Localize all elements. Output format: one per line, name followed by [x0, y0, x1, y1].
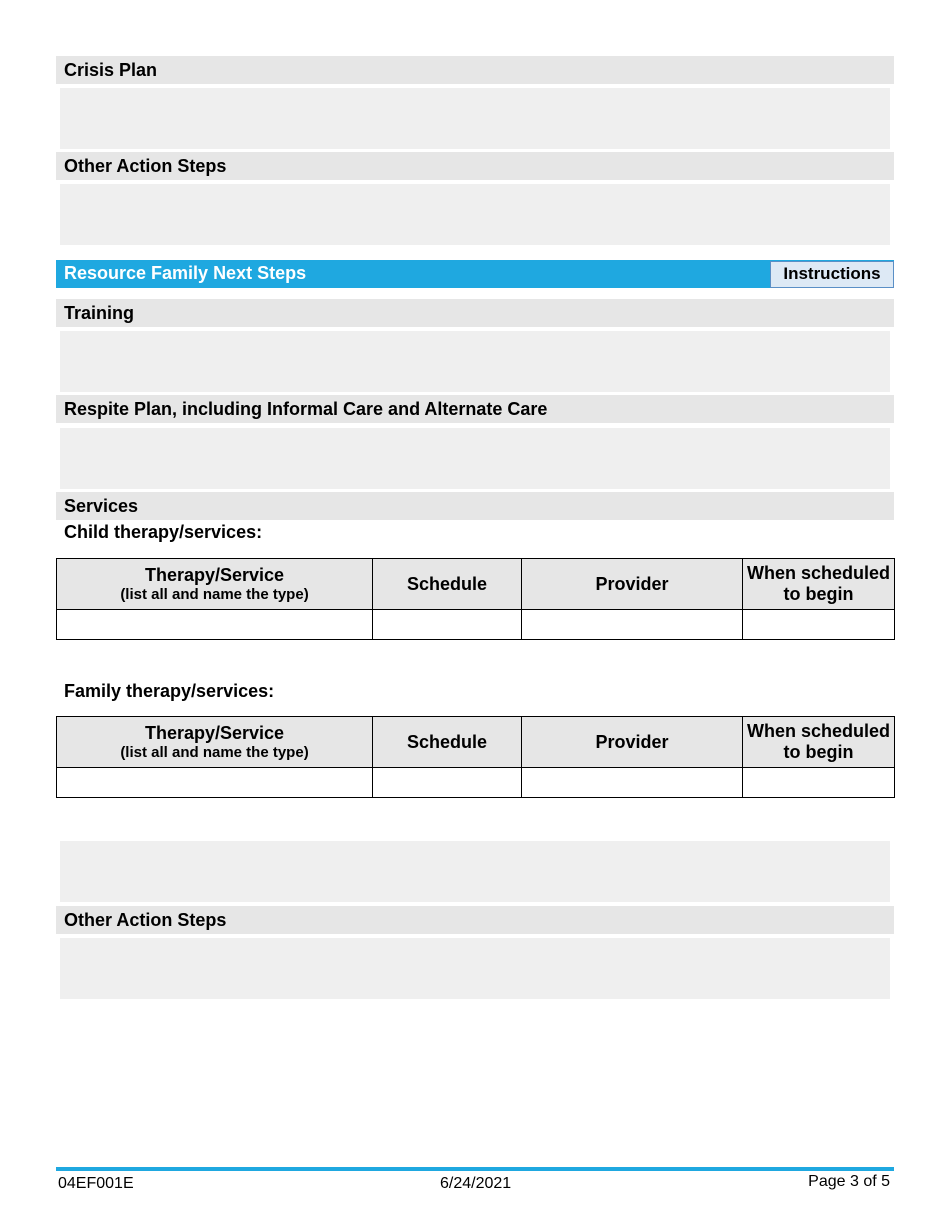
therapy-service-cell[interactable]	[57, 610, 373, 640]
footer-divider	[56, 1167, 894, 1171]
provider-cell[interactable]	[522, 610, 743, 640]
respite-plan-field[interactable]	[60, 428, 890, 489]
when-scheduled-cell[interactable]	[743, 768, 895, 798]
provider-header: Provider	[522, 717, 743, 768]
therapy-service-cell[interactable]	[57, 768, 373, 798]
provider-header: Provider	[522, 559, 743, 610]
table-header-row	[57, 717, 895, 768]
when-scheduled-header-line1: When scheduled	[746, 563, 890, 583]
other-action-steps-heading: Other Action Steps	[56, 152, 894, 180]
table-header-row	[57, 559, 895, 610]
family-services-label: Family therapy/services:	[64, 681, 275, 701]
form-id: 04EF001E	[58, 1175, 134, 1192]
resource-family-title: Resource Family Next Steps	[64, 263, 307, 283]
provider-cell[interactable]	[522, 768, 743, 798]
therapy-service-header-label: Therapy/Service	[144, 564, 285, 585]
other-action-steps-2-field[interactable]	[60, 938, 890, 999]
child-services-label: Child therapy/services:	[64, 522, 263, 542]
other-action-steps-field[interactable]	[60, 184, 890, 245]
page-number: Page 3 of 5	[808, 1173, 890, 1190]
child-services-table	[56, 558, 895, 640]
when-scheduled-header-line2: to begin	[783, 742, 854, 762]
schedule-cell[interactable]	[373, 768, 522, 798]
resource-family-next-steps-header	[56, 260, 894, 288]
when-scheduled-header	[743, 559, 895, 610]
respite-plan-heading: Respite Plan, including Informal Care and Alternate Care	[56, 395, 894, 423]
instructions-button[interactable]: Instructions	[770, 261, 894, 288]
when-scheduled-header	[743, 717, 895, 768]
therapy-service-header	[57, 717, 373, 768]
therapy-service-header-sub: (list all and name the type)	[120, 743, 309, 761]
services-notes-field[interactable]	[60, 841, 890, 902]
therapy-service-header-sub: (list all and name the type)	[120, 585, 309, 603]
table-row	[57, 768, 895, 798]
when-scheduled-header-line2: to begin	[783, 584, 854, 604]
table-row	[57, 610, 895, 640]
family-services-table	[56, 716, 895, 798]
therapy-service-header	[57, 559, 373, 610]
schedule-cell[interactable]	[373, 610, 522, 640]
when-scheduled-cell[interactable]	[743, 610, 895, 640]
form-date: 6/24/2021	[440, 1175, 512, 1192]
other-action-steps-2-heading: Other Action Steps	[56, 906, 894, 934]
schedule-header: Schedule	[373, 717, 522, 768]
therapy-service-header-label: Therapy/Service	[144, 722, 285, 743]
training-heading: Training	[56, 299, 894, 327]
crisis-plan-heading: Crisis Plan	[56, 56, 894, 84]
when-scheduled-header-line1: When scheduled	[746, 721, 890, 741]
crisis-plan-field[interactable]	[60, 88, 890, 149]
training-field[interactable]	[60, 331, 890, 392]
services-heading: Services	[56, 492, 894, 520]
schedule-header: Schedule	[373, 559, 522, 610]
